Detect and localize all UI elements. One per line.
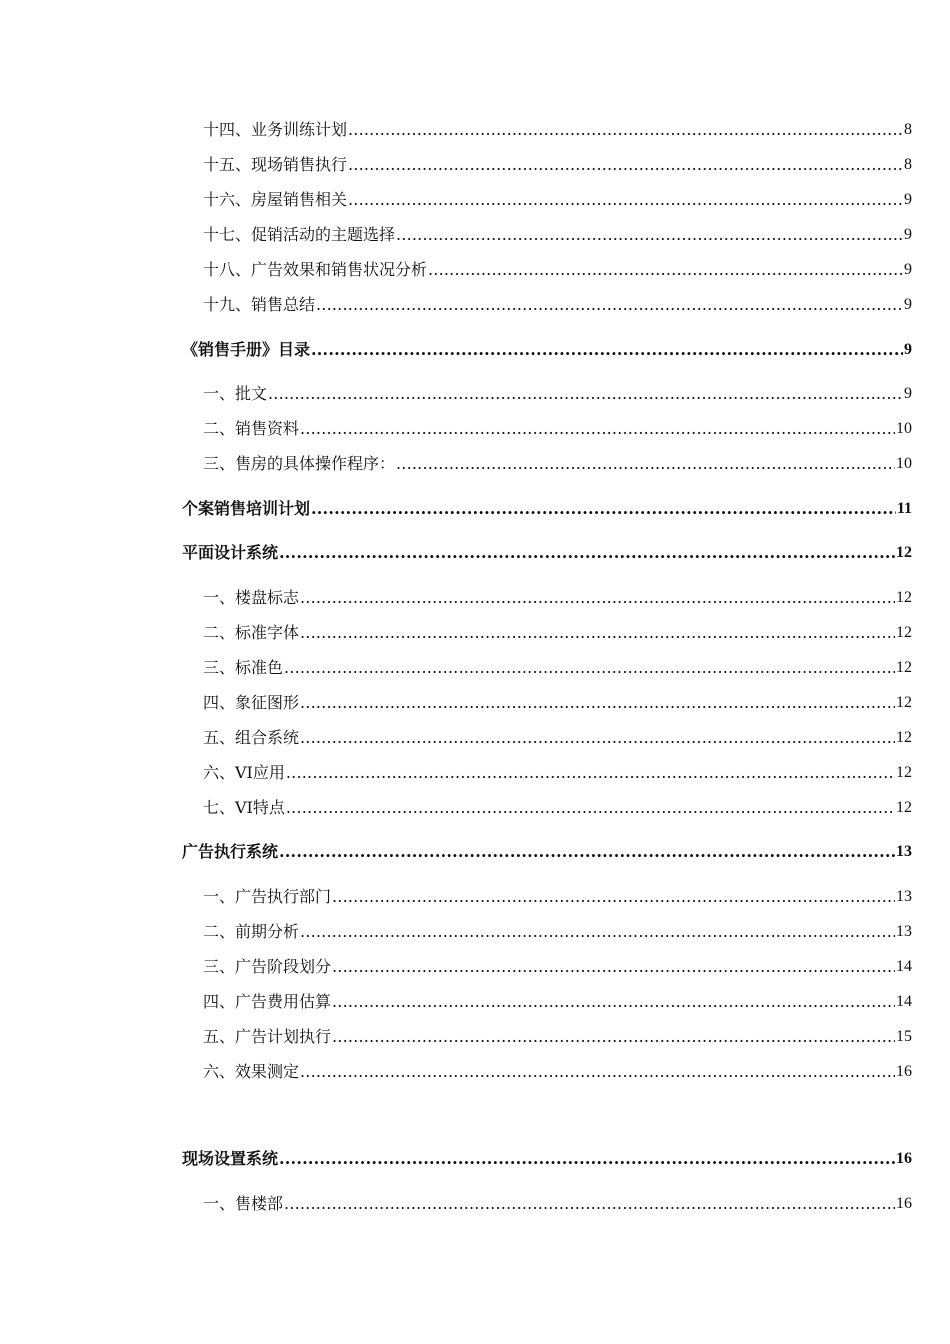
toc-entry-page: 11 [896,500,912,517]
toc-entry-page: 12 [896,624,912,641]
dot-leader [284,1194,895,1214]
dot-leader [300,419,895,439]
toc-entry-title: 十四、业务训练计划 [203,120,348,139]
toc-entry-title: 三、广告阶段划分 [203,957,332,976]
toc-entry-page: 9 [904,226,912,243]
toc-entry[interactable] [203,380,912,404]
toc-entry[interactable] [203,794,912,818]
toc-entry-title: 平面设计系统 [182,543,279,562]
toc-entry[interactable] [203,918,912,942]
toc-entry[interactable] [203,883,912,907]
toc-section-heading[interactable] [182,539,912,563]
toc-entry-title: 十五、现场销售执行 [203,155,348,174]
dot-leader [279,543,895,563]
toc-entry-page: 9 [904,191,912,208]
toc-entry-page: 13 [896,843,912,860]
toc-entry[interactable] [203,221,912,245]
toc-entry-page: 9 [904,296,912,313]
dot-leader [348,120,903,140]
toc-entry[interactable] [203,186,912,210]
toc-entry-page: 16 [896,1195,912,1212]
toc-entry[interactable] [203,291,912,315]
toc-entry[interactable] [203,1190,912,1214]
dot-leader [396,225,903,245]
toc-entry-title: 现场设置系统 [182,1149,279,1168]
toc-entry[interactable] [203,619,912,643]
toc-section-heading[interactable] [182,336,912,360]
dot-leader [396,454,895,474]
dot-leader [348,155,903,175]
dot-leader [316,295,903,315]
toc-entry[interactable] [203,1058,912,1082]
dot-leader [348,190,903,210]
toc-entry[interactable] [203,256,912,280]
toc-section-heading[interactable] [182,495,912,519]
toc-entry-title: 一、楼盘标志 [203,588,300,607]
toc-entry[interactable] [203,584,912,608]
toc-entry-page: 12 [896,694,912,711]
dot-leader [332,992,895,1012]
toc-entry-title: 六、效果测定 [203,1062,300,1081]
toc-entry[interactable] [203,724,912,748]
dot-leader [284,658,895,678]
toc-entry-page: 9 [904,261,912,278]
toc-entry-title: 十六、房屋销售相关 [203,190,348,209]
toc-entry-title: 六、VI应用 [203,763,285,782]
toc-entry-title: 十八、广告效果和销售状况分析 [203,260,428,279]
toc-entry[interactable] [203,953,912,977]
toc-entry-page: 8 [904,121,912,138]
dot-leader [286,798,895,818]
toc-entry-page: 9 [904,341,912,358]
toc-entry-title: 三、售房的具体操作程序： [203,454,396,473]
toc-entry-title: 二、前期分析 [203,922,300,941]
dot-leader [300,922,895,942]
toc-entry-title: 广告执行系统 [182,842,279,861]
toc-entry-page: 16 [896,1150,912,1167]
dot-leader [311,499,896,519]
dot-leader [300,623,895,643]
toc-entry[interactable] [203,415,912,439]
toc-entry[interactable] [203,1023,912,1047]
dot-leader [300,588,895,608]
toc-entry-title: 四、广告费用估算 [203,992,332,1011]
toc-entry[interactable] [203,116,912,140]
toc-entry-title: 一、广告执行部门 [203,887,332,906]
toc-entry[interactable] [203,689,912,713]
toc-entry-page: 12 [896,659,912,676]
toc-entry-page: 13 [896,888,912,905]
toc-entry-page: 10 [896,420,912,437]
toc-entry-page: 16 [896,1063,912,1080]
dot-leader [300,693,895,713]
toc-entry-title: 一、售楼部 [203,1194,284,1213]
dot-leader [300,1062,895,1082]
toc-entry-page: 12 [896,764,912,781]
toc-entry-title: 五、广告计划执行 [203,1027,332,1046]
toc-entry[interactable] [203,151,912,175]
dot-leader [332,887,895,907]
toc-section-heading[interactable] [182,838,912,862]
toc-entry-title: 个案销售培训计划 [182,499,311,518]
toc-entry-title: 四、象征图形 [203,693,300,712]
toc-entry-page: 14 [896,993,912,1010]
dot-leader [300,728,895,748]
toc-entry-title: 三、标准色 [203,658,284,677]
dot-leader [279,842,895,862]
toc-entry[interactable] [203,988,912,1012]
dot-leader [332,1027,895,1047]
toc-entry-page: 13 [896,923,912,940]
toc-entry-page: 8 [904,156,912,173]
toc-entry-title: 二、标准字体 [203,623,300,642]
toc-entry-page: 12 [896,799,912,816]
toc-entry-title: 七、VI特点 [203,798,285,817]
toc-entry-page: 9 [904,385,912,402]
toc-entry-title: 《销售手册》目录 [182,340,311,359]
toc-entry-page: 12 [896,589,912,606]
toc-entry[interactable] [203,759,912,783]
toc-entry-page: 10 [896,455,912,472]
toc-entry-title: 二、销售资料 [203,419,300,438]
toc-section-heading[interactable] [182,1145,912,1169]
dot-leader [279,1149,895,1169]
toc-entry-page: 12 [896,544,912,561]
toc-entry-title: 一、批文 [203,384,268,403]
toc-entry-page: 12 [896,729,912,746]
toc-entry-title: 十九、销售总结 [203,295,316,314]
dot-leader [268,384,903,404]
toc-entry-title: 五、组合系统 [203,728,300,747]
toc-entry[interactable] [203,450,912,474]
toc-entry-page: 15 [896,1028,912,1045]
dot-leader [286,763,895,783]
toc-entry[interactable] [203,654,912,678]
toc-entry-page: 14 [896,958,912,975]
dot-leader [332,957,895,977]
dot-leader [428,260,903,280]
toc-entry-title: 十七、促销活动的主题选择 [203,225,396,244]
dot-leader [311,340,903,360]
